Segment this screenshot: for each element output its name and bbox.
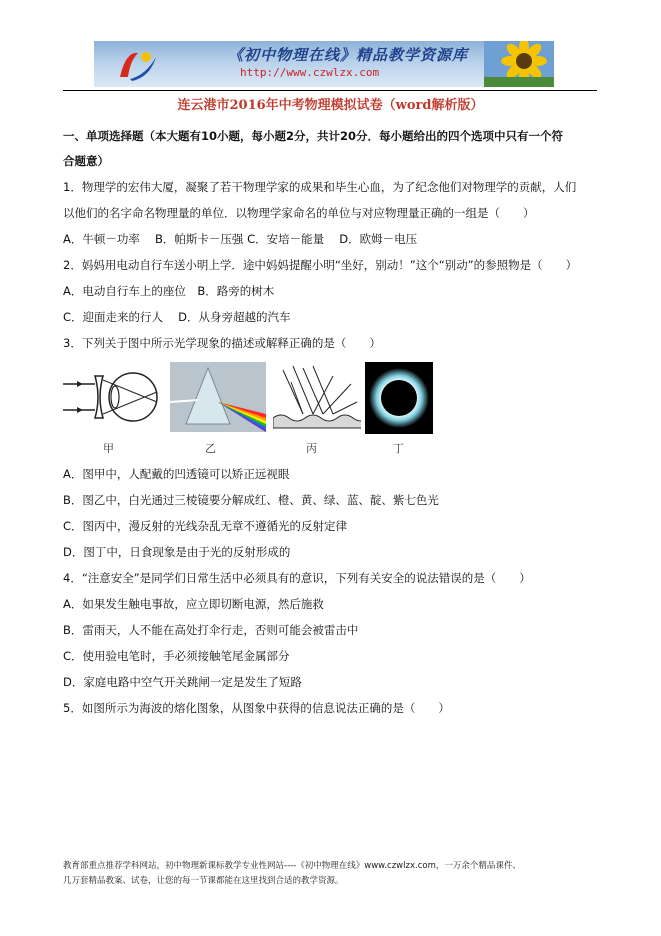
q5-stem: 5．如图所示为海波的熔化图象，从图象中获得的信息说法正确的是（ ）: [63, 701, 450, 715]
document-title: 连云港市2016年中考物理模拟试卷（word解析版）: [177, 98, 484, 113]
q1-options: A．牛顿－功率 B．帕斯卡－压强 C．安培－能量 D．欧姆－电压: [63, 232, 418, 246]
footer-line2: 几万套精品教案、试卷，让您的每一节课都能在这里找到合适的教学资源。: [63, 876, 344, 886]
section-heading: 一、单项选择题（本大题有10小题，每小题2分，共计20分．每小题给出的四个选项中只有一个符: [63, 129, 564, 143]
q3-option-d: D．图丁中，日食现象是由于光的反射形成的: [63, 545, 291, 559]
q2-options-ab: A．电动自行车上的座位 B．路旁的树木: [63, 284, 275, 298]
header-divider: [63, 90, 597, 91]
header-banner: [94, 41, 554, 87]
section-heading-cont: 合题意）: [63, 154, 109, 168]
site-logo-icon: [116, 47, 160, 83]
q3-option-b: B．图乙中，白光通过三棱镜要分解成红、橙、黄、绿、蓝、靛、紫七色光: [63, 493, 439, 507]
q1-stem-line1: 1．物理学的宏伟大厦，凝聚了若干物理学家的成果和毕生心血，为了纪念他们对物理学的贡献，人们: [63, 180, 577, 194]
q4-option-c: C．使用验电笔时，手必须接触笔尾金属部分: [63, 649, 290, 663]
figure-caption-ding: 丁: [393, 442, 404, 455]
figure-caption-yi: 乙: [205, 442, 216, 455]
banner-url[interactable]: http://www.czwlzx.com: [240, 66, 380, 79]
banner-title: 《初中物理在线》精品教学资源库: [227, 46, 468, 64]
q3-option-c: C．图丙中，漫反射的光线杂乱无章不遵循光的反射定律: [63, 519, 348, 533]
figure-caption-bing: 丙: [306, 442, 317, 455]
q4-option-a: A．如果发生触电事故，应立即切断电源，然后施救: [63, 597, 324, 611]
figure-diffuse-reflection: [273, 362, 361, 457]
q1-stem-line2: 以他们的名字命名物理量的单位．以物理学家命名的单位与对应物理量正确的一组是（ ）: [63, 206, 535, 220]
q3-option-a: A．图甲中，人配戴的凹透镜可以矫正远视眼: [63, 467, 290, 481]
q4-option-d: D．家庭电路中空气开关跳闸一定是发生了短路: [63, 675, 302, 689]
q4-stem: 4．“注意安全”是同学们日常生活中必须具有的意识，下列有关安全的说法错误的是（ ）: [63, 571, 531, 585]
figure-prism: [170, 362, 266, 457]
q2-options-cd: C．迎面走来的行人 D．从身旁超越的汽车: [63, 310, 291, 324]
footer-line1: 教育部重点推荐学科网站，初中物理新课标教学专业性网站----《初中物理在线》www.czwlzx.com，一万余个精品课件、: [63, 861, 521, 871]
q4-option-b: B．雷雨天，人不能在高处打伞行走，否则可能会被雷击中: [63, 623, 359, 637]
sunflower-icon: [484, 41, 554, 87]
q3-stem: 3．下列关于图中所示光学现象的描述或解释正确的是（ ）: [63, 336, 381, 350]
q2-stem: 2．妈妈用电动自行车送小明上学．途中妈妈提醒小明“坐好，别动！”这个“别动”的参照物是（ ）: [63, 258, 578, 272]
figure-caption-jia: 甲: [103, 442, 114, 455]
